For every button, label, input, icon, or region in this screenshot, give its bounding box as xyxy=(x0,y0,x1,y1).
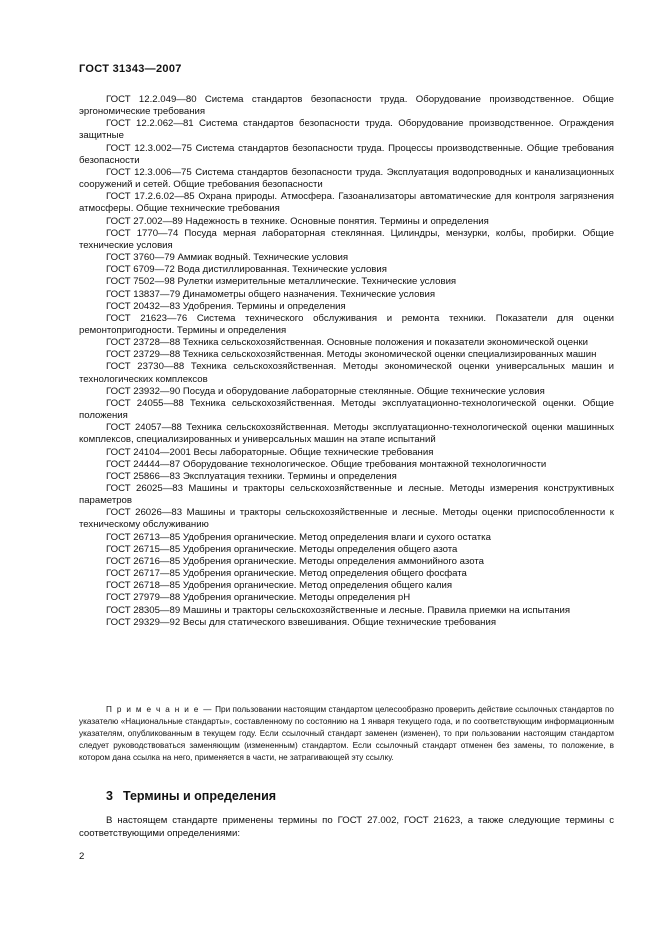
reference-item: ГОСТ 26718—85 Удобрения органические. Метод определения общего калия xyxy=(106,580,453,592)
reference-item: ГОСТ 25866—83 Эксплуатация техники. Термины и определения xyxy=(106,470,397,482)
section-title: Термины и определения xyxy=(122,789,277,803)
reference-item: ГОСТ 26715—85 Удобрения органические. Методы определения общего азота xyxy=(106,543,458,555)
reference-item: ГОСТ 27979—88 Удобрения органические. Методы определения pH xyxy=(106,592,411,604)
page-header-doc-id: ГОСТ 31343—2007 xyxy=(79,63,182,75)
reference-item: ГОСТ 7502—98 Рулетки измерительные металлические. Технические условия xyxy=(106,276,457,288)
reference-item: ГОСТ 23730—88 Техника сельскохозяйственная. Методы экономической оценки универсальных машин и технологических комплексов xyxy=(79,361,614,385)
reference-item: ГОСТ 26026—83 Машины и тракторы сельскохозяйственные и лесные. Методы оценки приспособленности к техническому обслуживанию xyxy=(79,507,614,531)
section-heading xyxy=(106,789,276,803)
reference-item: ГОСТ 27.002—89 Надежность в технике. Основные понятия. Термины и определения xyxy=(106,215,489,227)
reference-item: ГОСТ 6709—72 Вода дистиллированная. Технические условия xyxy=(106,264,387,276)
note-text: При пользовании настоящим стандартом целесообразно проверить действие ссылочных стандартов по указателю «Национальные стандарты», составленному по состоянию на 1 января текущего года, и по соответствующим информационным указателям, опубликованным в текущем году. Если ссылочный стандарт заменен (изменен), то при пользовании настоящим стандартом следует руководствоваться заменяющим (измененным) стандартом. Если ссылочный стандарт отменен без замены, то положение, в котором дана ссылка на него, применяется в части, не затрагивающей эту ссылку. xyxy=(79,705,614,763)
reference-item: ГОСТ 13837—79 Динамометры общего назначения. Технические условия xyxy=(106,288,436,300)
reference-item: ГОСТ 20432—83 Удобрения. Термины и определения xyxy=(106,300,346,312)
reference-item: ГОСТ 24104—2001 Весы лабораторные. Общие технические требования xyxy=(106,446,434,458)
reference-item: ГОСТ 26717—85 Удобрения органические. Метод определения общего фосфата xyxy=(106,568,467,580)
reference-item: ГОСТ 24057—88 Техника сельскохозяйственная. Методы эксплуатационно-технологической оценки машинных комплексов, специализированных и универсальных машин на этапе испытаний xyxy=(79,422,614,446)
reference-item: ГОСТ 1770—74 Посуда мерная лабораторная стеклянная. Цилиндры, мензурки, колбы, пробирки. Общие технические условия xyxy=(79,227,614,251)
reference-item: ГОСТ 24444—87 Оборудование технологическое. Общие требования монтажной технологичности xyxy=(106,458,547,470)
reference-item: ГОСТ 23729—88 Техника сельскохозяйственная. Методы экономической оценки специализированных машин xyxy=(106,349,597,361)
normative-references-list xyxy=(79,94,614,629)
section-number: 3 xyxy=(106,789,113,803)
references-note xyxy=(79,704,614,764)
reference-item: ГОСТ 24055—88 Техника сельскохозяйственная. Методы эксплуатационно-технологической оценки. Общие положения xyxy=(79,397,614,422)
reference-item: ГОСТ 29329—92 Весы для статического взвешивания. Общие технические требования xyxy=(106,616,497,628)
note-label: П р и м е ч а н и е — xyxy=(106,705,213,714)
reference-item: ГОСТ 23932—90 Посуда и оборудование лабораторные стеклянные. Общие технические условия xyxy=(106,385,545,397)
reference-item: ГОСТ 12.2.049—80 Система стандартов безопасности труда. Оборудование производственное. Общие эргономические требования xyxy=(79,94,614,118)
reference-item: ГОСТ 26025—83 Машины и тракторы сельскохозяйственные и лесные. Методы измерения конструктивных параметров xyxy=(79,483,614,507)
reference-item: ГОСТ 26713—85 Удобрения органические. Метод определения влаги и сухого остатка xyxy=(106,531,491,543)
reference-item: ГОСТ 12.2.062—81 Система стандартов безопасности труда. Оборудование производственное. Ограждения защитные xyxy=(79,118,614,142)
reference-item: ГОСТ 23728—88 Техника сельскохозяйственная. Основные положения и показатели экономической оценки xyxy=(106,337,588,349)
page-number: 2 xyxy=(79,851,85,862)
reference-item: ГОСТ 12.3.002—75 Система стандартов безопасности труда. Процессы производственные. Общие требования безопасности xyxy=(79,142,614,166)
section-intro-paragraph: В настоящем стандарте применены термины по ГОСТ 27.002, ГОСТ 21623, а также следующие термины с соответствующими определениями: xyxy=(79,815,614,839)
reference-item: ГОСТ 17.2.6.02—85 Охрана природы. Атмосфера. Газоанализаторы автоматические для контроля загрязнения атмосферы. Общие технические требования xyxy=(79,191,614,215)
reference-item: ГОСТ 3760—79 Аммиак водный. Технические условия xyxy=(106,252,349,264)
reference-item: ГОСТ 28305—89 Машины и тракторы сельскохозяйственные и лесные. Правила приемки на испытания xyxy=(106,604,571,616)
reference-item: ГОСТ 26716—85 Удобрения органические. Методы определения аммонийного азота xyxy=(106,555,484,567)
reference-item: ГОСТ 21623—76 Система технического обслуживания и ремонта техники. Показатели для оценки ремонтопригодности. Термины и определения xyxy=(79,312,614,336)
reference-item: ГОСТ 12.3.006—75 Система стандартов безопасности труда. Эксплуатация водопроводных и канализационных сооружений и сетей. Общие требования безопасности xyxy=(79,166,614,191)
